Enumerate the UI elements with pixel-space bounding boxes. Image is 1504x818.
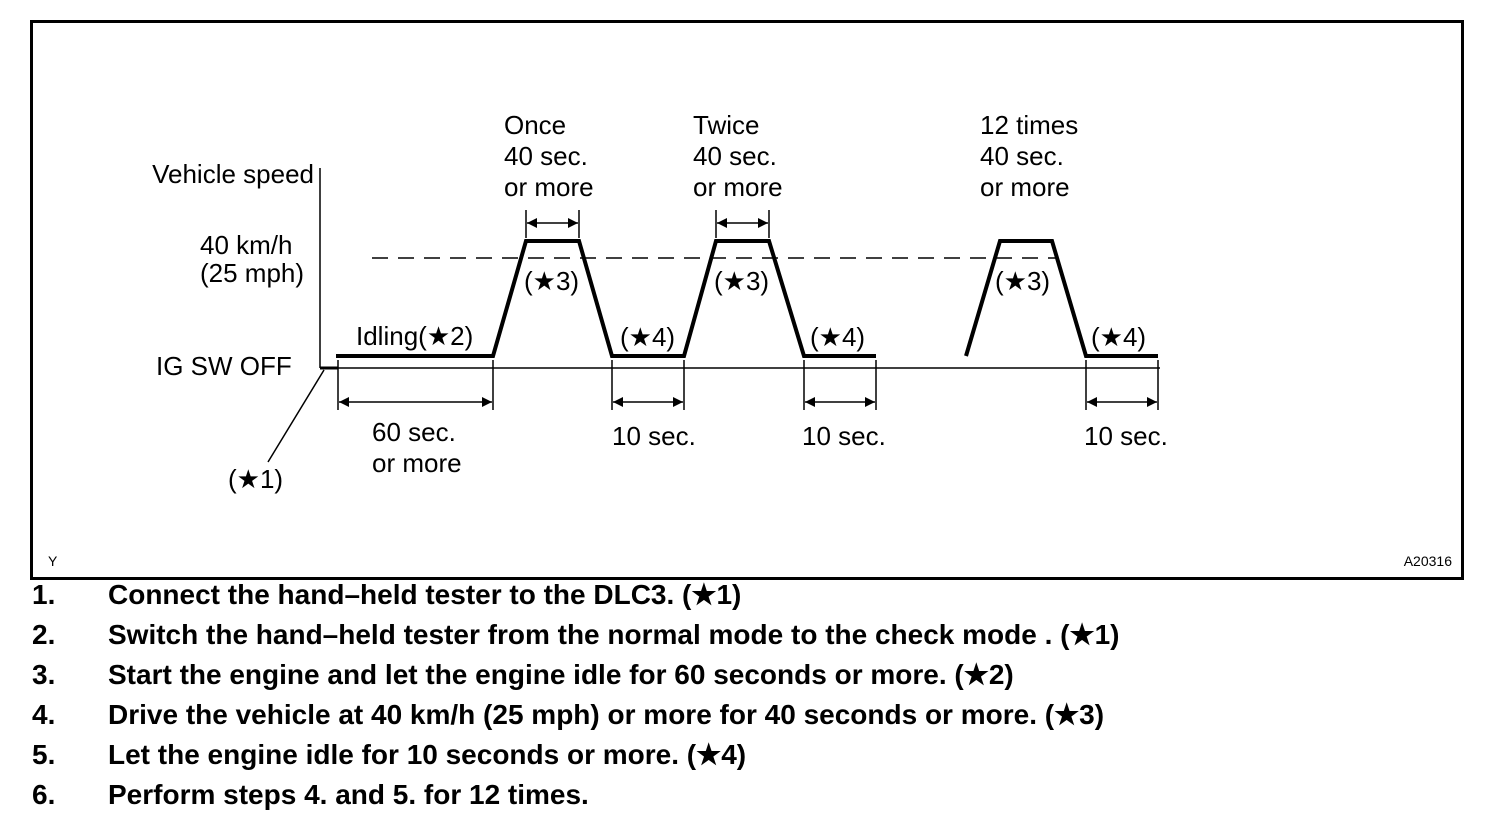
step-number: 2. [32,619,56,650]
speed-label-kmh: 40 km/h [200,230,293,260]
cycle-3-duration: 40 sec. [980,141,1064,171]
step-number: 5. [32,739,56,770]
step-5 [30,736,1470,774]
star4-label-1: (★4) [620,322,676,352]
step-text: Drive the vehicle at 40 km/h (25 mph) or more for 40 seconds or more. (★3) [108,699,1105,730]
idle-duration-label-2: or more [372,448,462,478]
rest-duration-label-3: 10 sec. [1084,421,1168,451]
figure-code: A20316 [1403,553,1452,569]
cycle-3-count: 12 times [980,110,1079,140]
step-2 [30,616,1470,654]
step-text: Let the engine idle for 10 seconds or more. (★4) [108,739,747,770]
cycle-2-duration: 40 sec. [693,141,777,171]
cycle-3-qualifier: or more [980,172,1070,202]
rest-duration-label-1: 10 sec. [612,421,696,451]
step-number: 1. [32,579,56,610]
cycle-1-qualifier: or more [504,172,594,202]
cycle-1-duration: 40 sec. [504,141,588,171]
step-text: Switch the hand–held tester from the normal mode to the check mode . (★1) [108,619,1120,650]
y-axis-label: Vehicle speed [152,159,314,189]
ig-sw-off-label: IG SW OFF [156,351,292,381]
step-number: 6. [32,779,56,810]
step-6 [30,776,1470,814]
star3-label-1: (★3) [524,266,580,296]
rest-duration-label-2: 10 sec. [802,421,886,451]
dimension-arrows [339,223,1157,402]
star1-label: (★1) [228,464,284,494]
cycle-2-qualifier: or more [693,172,783,202]
step-text: Start the engine and let the engine idle for 60 seconds or more. (★2) [108,659,1014,690]
star4-label-2: (★4) [810,322,866,352]
idling-label: Idling(★2) [356,321,474,351]
corner-code-left: Y [48,553,58,569]
step-number: 3. [32,659,56,690]
step-1 [30,576,1470,614]
step-4 [30,696,1470,734]
cycle-2-count: Twice [693,110,760,140]
star4-label-3: (★4) [1091,322,1147,352]
step-text: Connect the hand–held tester to the DLC3. (★1) [108,579,742,610]
idle-duration-label: 60 sec. [372,417,456,447]
cycle-1-count: Once [504,110,567,140]
step-text: Perform steps 4. and 5. for 12 times. [108,779,589,810]
star1-leader [268,370,324,462]
step-3 [30,656,1470,694]
star3-label-3: (★3) [995,266,1051,296]
step-number: 4. [32,699,56,730]
speed-label-mph: (25 mph) [200,258,305,288]
star3-label-2: (★3) [714,266,770,296]
